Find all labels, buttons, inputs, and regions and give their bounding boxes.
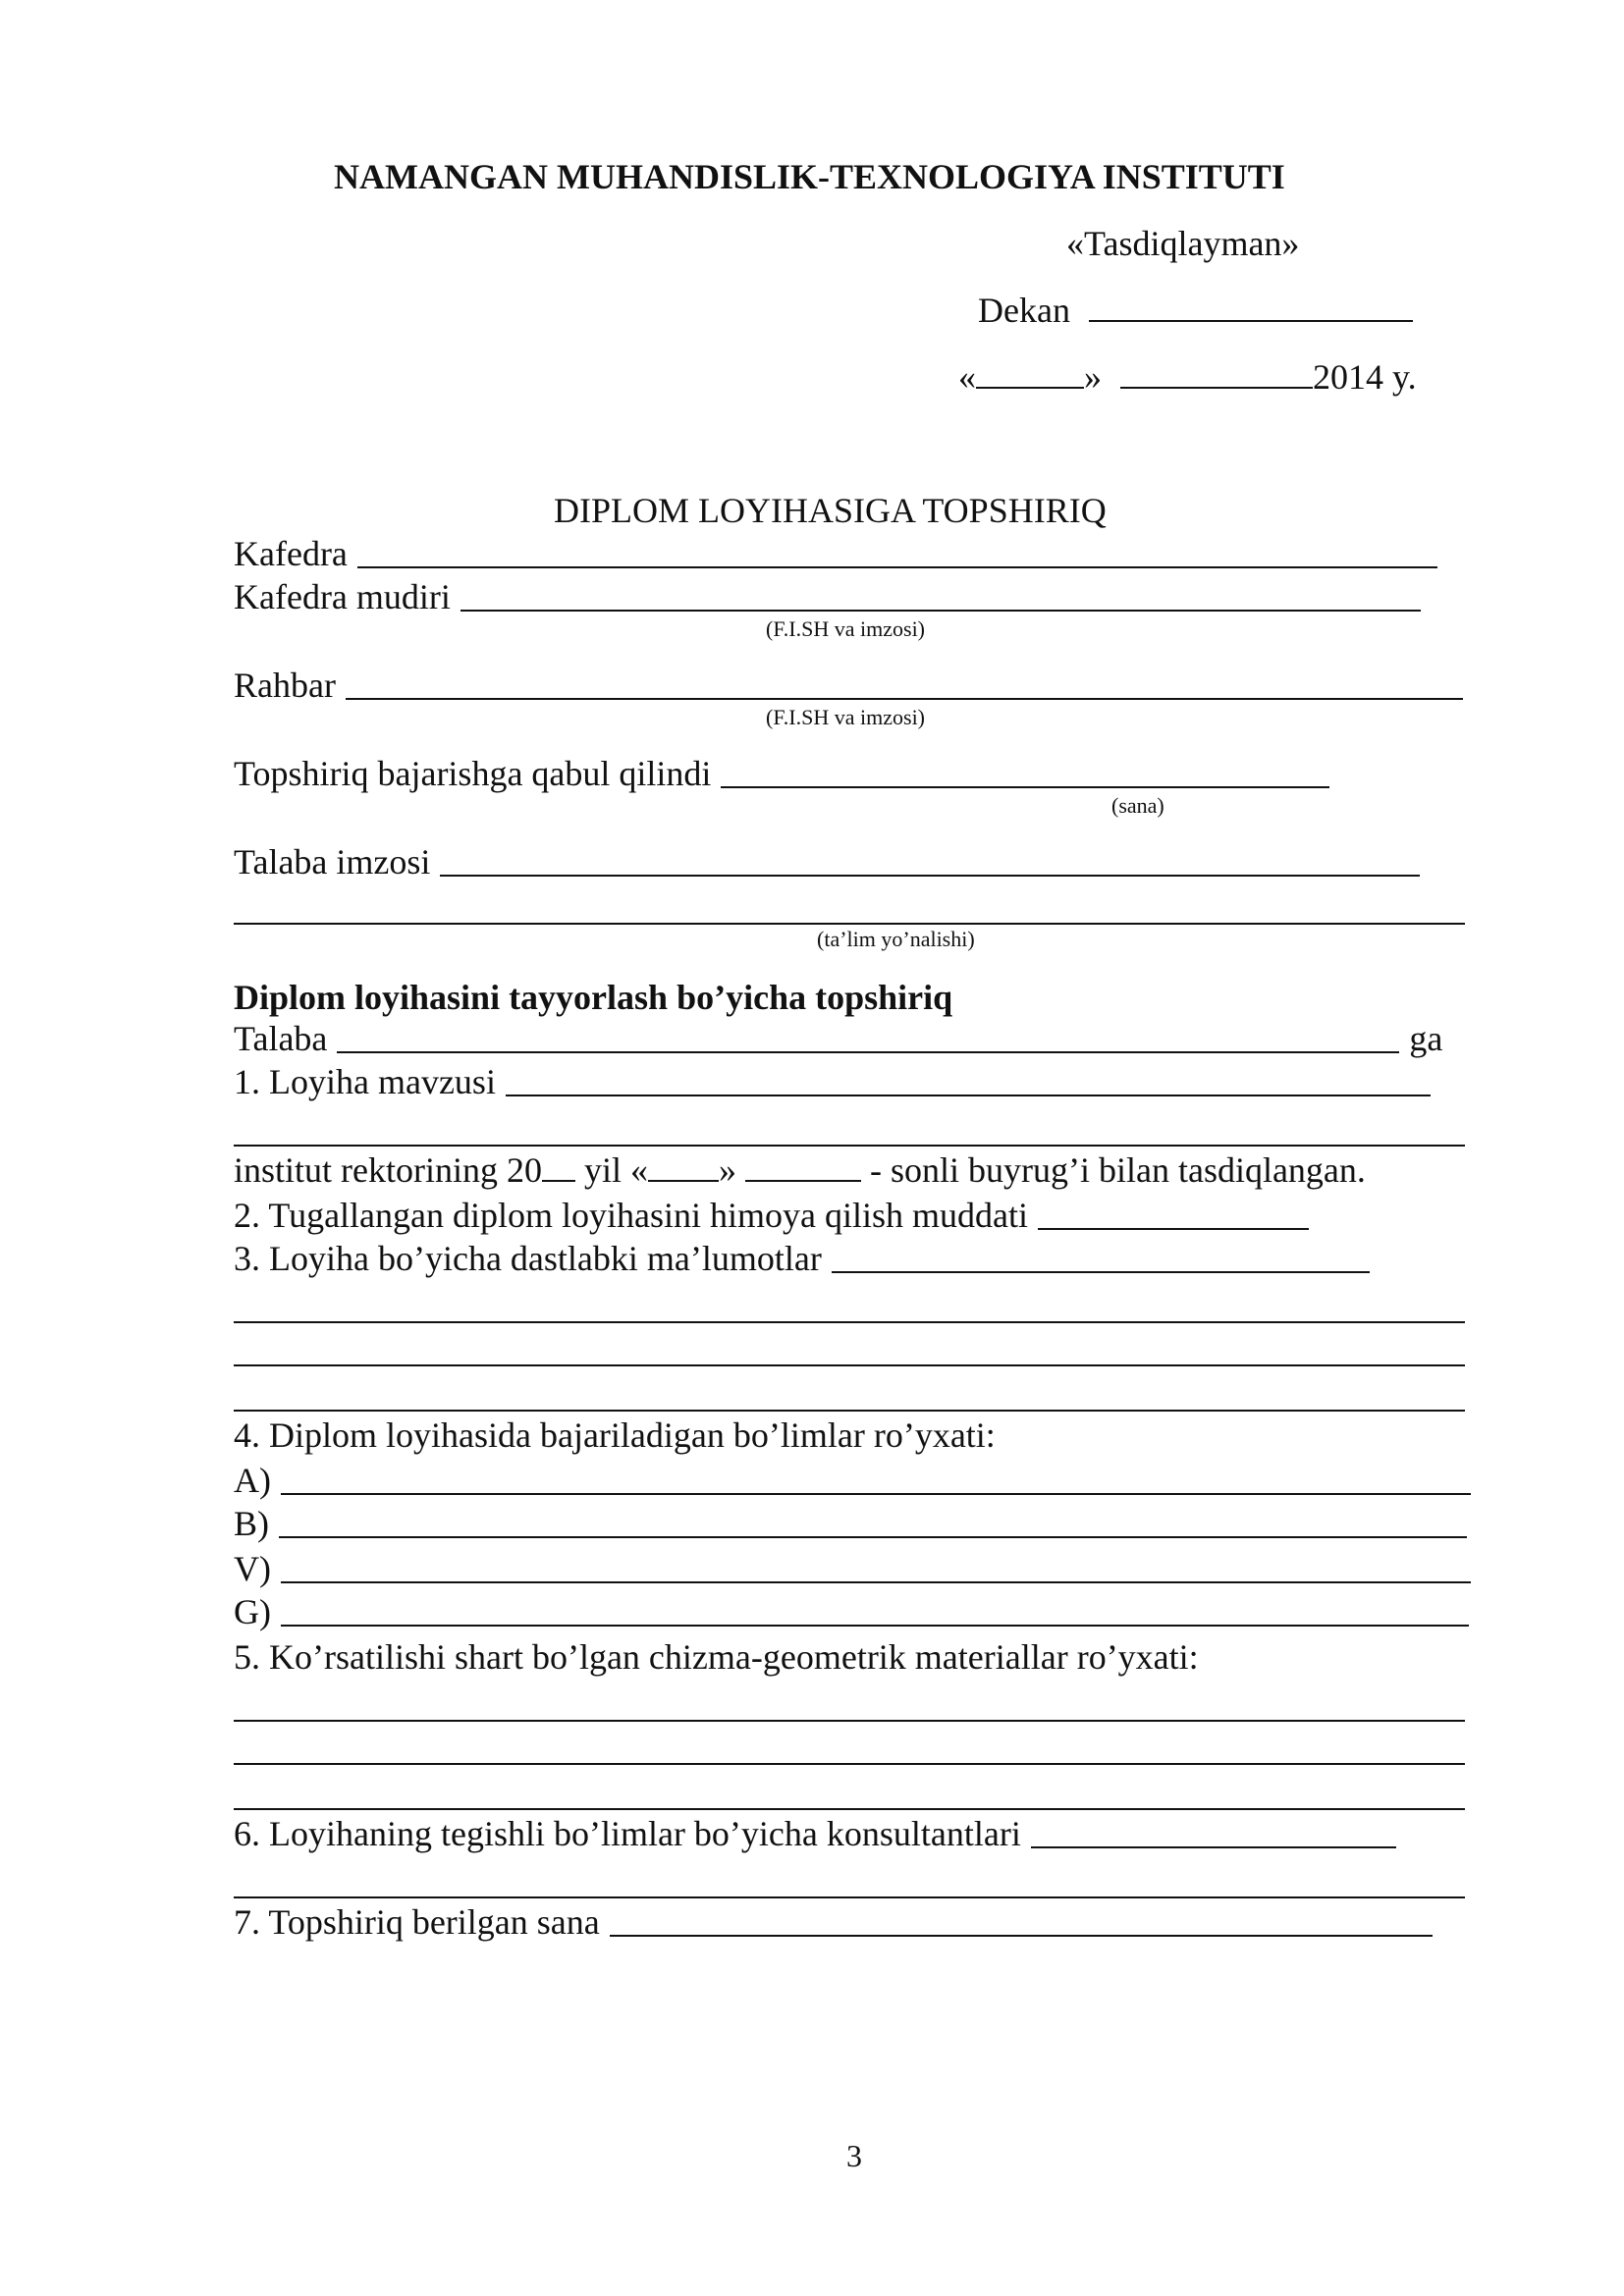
kafedra-head-field[interactable] [460, 576, 1421, 612]
sana-hint: (sana) [1111, 793, 1164, 818]
kafedra-field[interactable] [357, 533, 1437, 568]
student-sign-row [234, 840, 1420, 883]
section-row-v [234, 1547, 1471, 1590]
section-field-a[interactable] [281, 1460, 1471, 1495]
supervisor-field[interactable] [346, 665, 1463, 700]
supervisor-label: Rahbar [234, 666, 336, 705]
student-sign-field[interactable] [440, 841, 1420, 877]
section-row-b [234, 1502, 1467, 1545]
order-year-blank[interactable] [542, 1150, 575, 1182]
item2-label: 2. Tugallangan diplom loyihasini himoya qilish muddati [234, 1196, 1028, 1235]
initial-data-line-2[interactable] [234, 1321, 1465, 1323]
student-sign-label: Talaba imzosi [234, 842, 431, 881]
month-blank[interactable] [1120, 357, 1313, 389]
kafedra-label: Kafedra [234, 534, 348, 573]
student-label: Talaba [234, 1019, 328, 1058]
rector-text-c: » [719, 1150, 736, 1190]
rector-order-row [234, 1148, 1366, 1192]
student-name-field[interactable] [337, 1018, 1399, 1053]
item3-label: 3. Loyiha bo’yicha dastlabki ma’lumotlar [234, 1239, 822, 1278]
order-number-blank[interactable] [745, 1150, 861, 1182]
approve-label: «Tasdiqlayman» [1066, 224, 1300, 263]
item7-label: 7. Topshiriq berilgan sana [234, 1902, 600, 1942]
drawings-line-1[interactable] [234, 1720, 1465, 1722]
issue-date-field[interactable] [610, 1901, 1433, 1937]
section-label-b: B) [234, 1504, 269, 1543]
date-open-quote: « [958, 357, 976, 397]
ga-suffix: ga [1409, 1019, 1443, 1058]
drawings-line-3[interactable] [234, 1808, 1465, 1810]
direction-hint: (ta’lim yo’nalishi) [817, 927, 975, 951]
task-heading: Diplom loyihasini tayyorlash bo’yicha topshiriq [234, 978, 953, 1017]
section-field-v[interactable] [281, 1548, 1471, 1583]
accepted-label: Topshiriq bajarishga qabul qilindi [234, 754, 712, 793]
initial-data-line-3[interactable] [234, 1364, 1465, 1366]
student-row [234, 1017, 1442, 1060]
dean-signature-line[interactable] [1089, 291, 1413, 322]
section-label-g: G) [234, 1592, 271, 1631]
dean-signature-row [978, 289, 1413, 332]
defense-deadline-field[interactable] [1038, 1195, 1309, 1230]
kafedra-head-label: Kafedra mudiri [234, 577, 451, 616]
section-field-b[interactable] [279, 1503, 1467, 1538]
dean-label: Dekan [978, 291, 1070, 330]
accepted-row [234, 752, 1329, 795]
section-label-a: A) [234, 1461, 271, 1500]
year-label: 2014 y. [1313, 357, 1417, 397]
section-row-g [234, 1590, 1469, 1633]
order-day-blank[interactable] [648, 1150, 719, 1182]
rector-text-b: yil « [583, 1150, 648, 1190]
section-field-g[interactable] [281, 1591, 1469, 1627]
consultants-field[interactable] [1031, 1813, 1396, 1848]
kafedra-head-row [234, 575, 1421, 618]
institute-name: NAMANGAN MUHANDISLIK-TEXNOLOGIYA INSTITUTI [334, 157, 1285, 196]
section-label-v: V) [234, 1549, 271, 1588]
consultants-line-2[interactable] [234, 1896, 1465, 1898]
date-close-quote: » [1084, 357, 1102, 397]
day-blank[interactable] [976, 357, 1084, 389]
drawings-line-2[interactable] [234, 1763, 1465, 1765]
rector-text-d: - sonli buyrug’i bilan tasdiqlangan. [870, 1150, 1366, 1190]
item1-row [234, 1060, 1431, 1103]
item4-label: 4. Diplom loyihasida bajariladigan bo’limlar ro’yxati: [234, 1415, 996, 1455]
item5-label: 5. Ko’rsatilishi shart bo’lgan chizma-geometrik materiallar ro’yxati: [234, 1637, 1199, 1677]
item7-row [234, 1900, 1433, 1944]
item6-label: 6. Loyihaning tegishli bo’limlar bo’yicha konsultantlari [234, 1814, 1021, 1853]
topic-field[interactable] [506, 1061, 1431, 1096]
section-row-a [234, 1459, 1471, 1502]
direction-field[interactable] [234, 923, 1465, 925]
item1-label: 1. Loyiha mavzusi [234, 1062, 496, 1101]
document-title: DIPLOM LOYIHASIGA TOPSHIRIQ [554, 491, 1107, 530]
fish-hint-1: (F.I.SH va imzosi) [766, 616, 926, 641]
topic-field-2[interactable] [234, 1145, 1465, 1147]
initial-data-field[interactable] [832, 1238, 1370, 1273]
approval-date-row [958, 355, 1417, 399]
initial-data-line-4[interactable] [234, 1410, 1465, 1412]
rector-text-a: institut rektorining 20 [234, 1150, 542, 1190]
page-number: 3 [846, 2138, 862, 2173]
item6-row [234, 1812, 1396, 1855]
accepted-date-field[interactable] [721, 753, 1329, 788]
supervisor-row [234, 664, 1463, 707]
fish-hint-2: (F.I.SH va imzosi) [766, 705, 926, 729]
kafedra-row [234, 532, 1437, 575]
item2-row [234, 1194, 1309, 1237]
item3-row [234, 1237, 1370, 1280]
